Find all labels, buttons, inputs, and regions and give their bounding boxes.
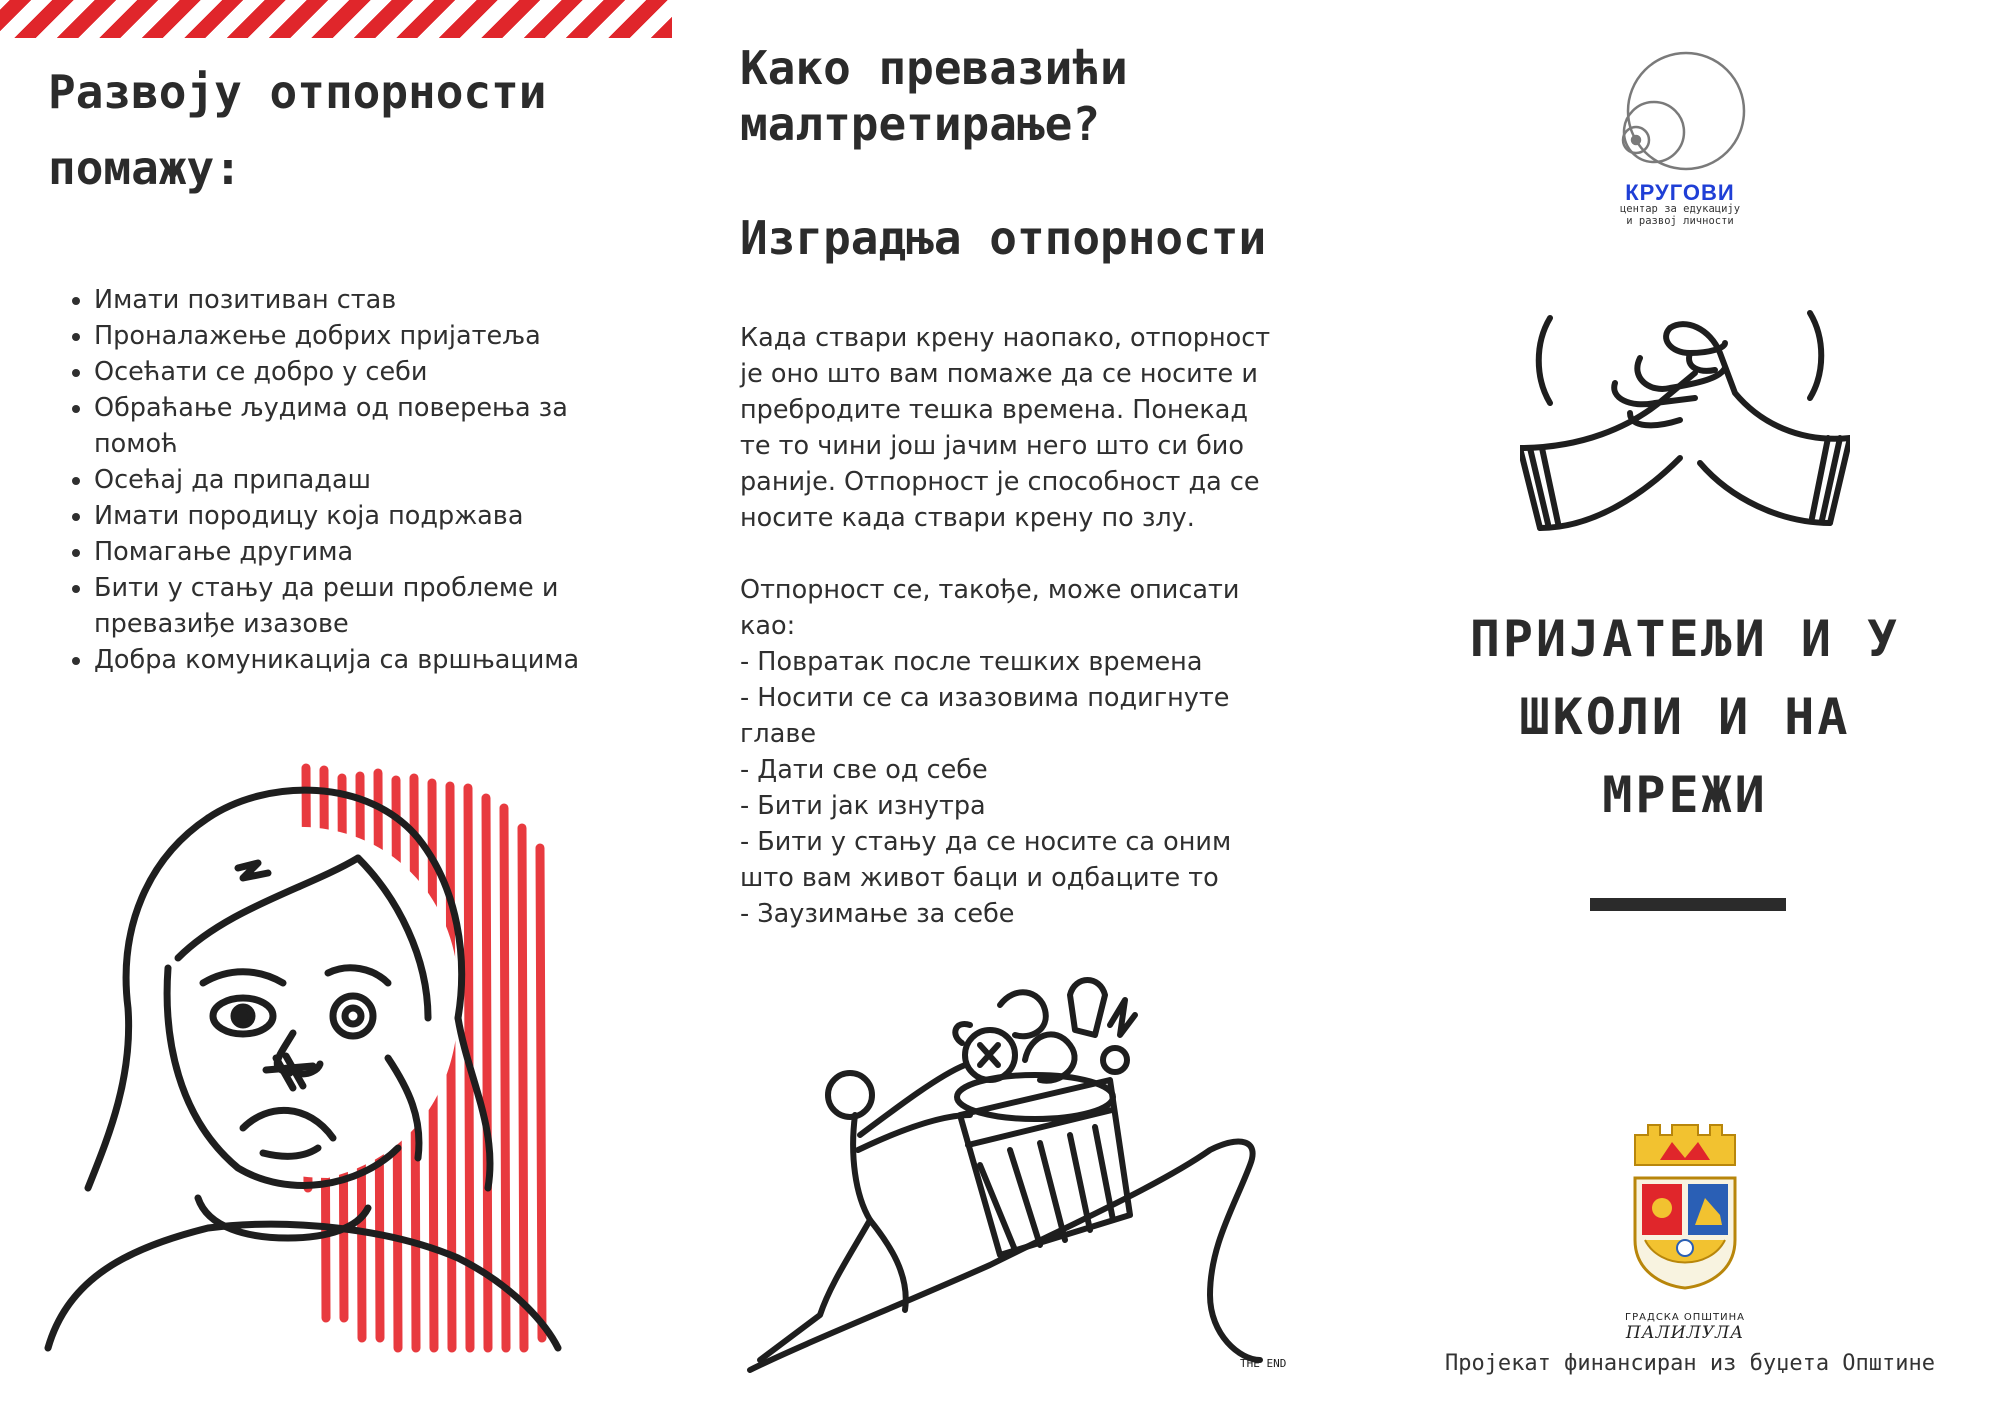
panel2-title: Како превазићи малтретирање? — [740, 41, 1128, 151]
crest-label-palilula: ПАЛИЛУЛА — [1625, 1323, 1745, 1343]
panel2-subtitle: Изградња отпорности — [740, 211, 1267, 265]
list-item: • Осећај да припадаш — [94, 462, 614, 498]
panel2-body-text: Када ствари крену наопако, отпорност је оно што вам помаже да се носите и пребродите тешка времена. Понекад те то чини још јачим него што си био раније. Отпорност је способност да се носите када ствари крену по злу. Отпорност се, такође, може описати као: - Повратак после тешких времена - Носити се са изазовима подигнуте главе - Дати све од себе - Бити јак изнутра - Бити у стању да се носите са оним што вам живот баци и одбаците то - Заузимање за себе — [740, 323, 1271, 929]
boy-pushing-trashcan-illustration — [740, 965, 1320, 1375]
funding-footer: Пројекат финансиран из буџета Општине — [1444, 1351, 1936, 1376]
list-item: • Бити у стању да реши проблеме и превазиђе изазове — [94, 570, 614, 642]
logo-name: КРУГОВИ — [1625, 180, 1735, 205]
list-item: • Помагање другима — [94, 534, 614, 570]
resilience-factors-list — [48, 282, 614, 678]
list-item: • Осећати се добро у себи — [94, 354, 614, 390]
crest-label-municipality: ГРАДСКА ОПШТИНА — [1625, 1312, 1745, 1323]
list-item: • Добра комуникација са вршњацима — [94, 642, 614, 678]
logo-tagline-1: центар за едукацију — [1619, 203, 1741, 215]
the-end-caption: THE END — [1240, 1357, 1287, 1370]
list-item: • Проналажење добрих пријатеља — [94, 318, 614, 354]
list-item: • Обраћање људима од поверења за помоћ — [94, 390, 614, 462]
hazard-stripes — [0, 0, 672, 38]
list-item: • Имати породицу која подржава — [94, 498, 614, 534]
panel3-title: ПРИЈАТЕЉИ И У ШКОЛИ И НА МРЕЖИ — [1469, 610, 1901, 824]
logo-tagline-2: и развој личности — [1626, 215, 1734, 227]
panel1-title: Развоју отпорности помажу: — [48, 65, 547, 195]
palilula-coat-of-arms — [1630, 1120, 1740, 1290]
sad-girl-illustration — [28, 758, 588, 1358]
list-item: • Имати позитиван став — [94, 282, 614, 318]
handshake-arm-wrestling-illustration — [1520, 298, 1850, 548]
title-underline-bar — [1590, 898, 1786, 911]
